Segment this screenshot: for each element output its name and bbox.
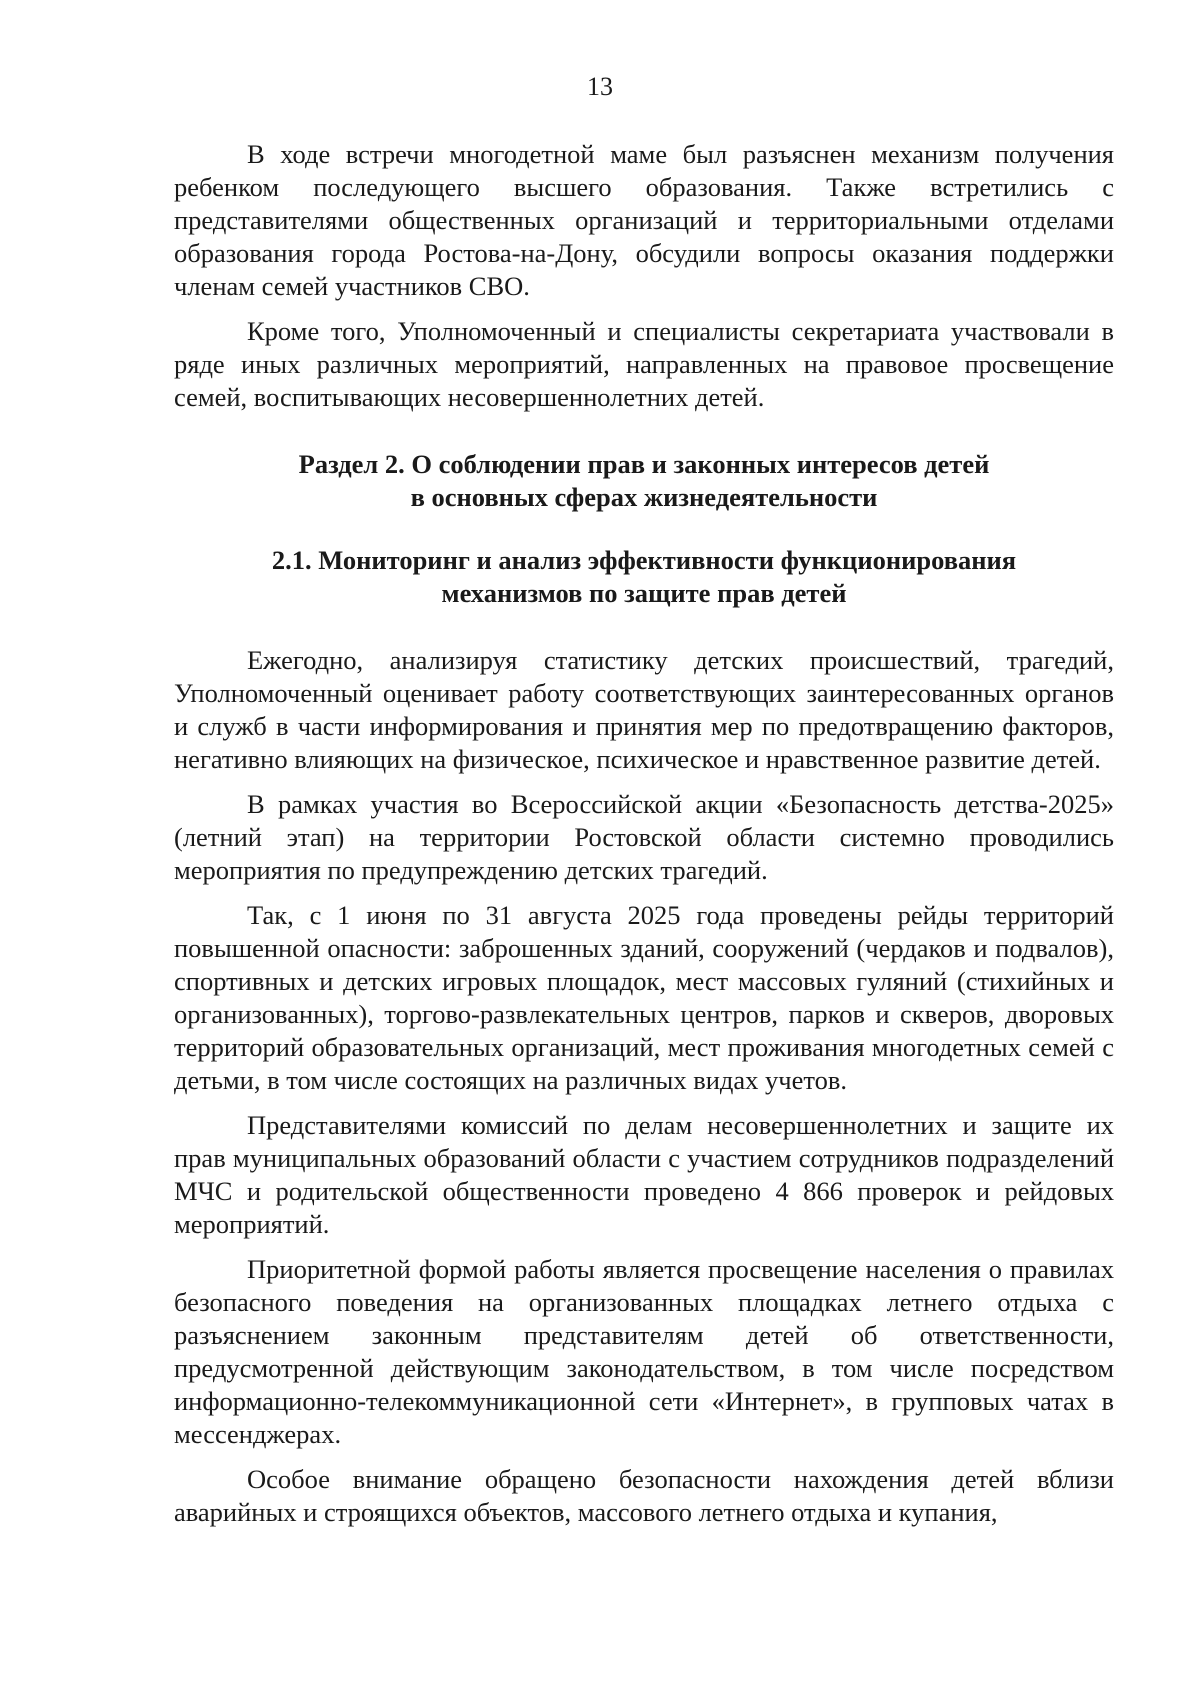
paragraph: Особое внимание обращено безопасности нахождения детей вблизи аварийных и строящихся объектов, массового летнего отдыха и купания, — [174, 1464, 1114, 1527]
page-number: 13 — [587, 72, 613, 101]
paragraph: Представителями комиссий по делам несовершеннолетних и защите их прав муниципальных образований области с участием сотрудников подразделений МЧС и родительской общественности проведено 4 866 проверок и рейдовых мероприятий. — [174, 1110, 1114, 1239]
subsection-heading — [174, 544, 1114, 610]
subsection-heading-line: 2.1. Мониторинг и анализ эффективности функционирования — [271, 545, 1017, 575]
subsection-heading-line: механизмов по защите прав детей — [441, 578, 847, 608]
section-heading-line: в основных сферах жизнедеятельности — [410, 482, 878, 512]
paragraph: Ежегодно, анализируя статистику детских происшествий, трагедий, Уполномоченный оценивает работу соответствующих заинтересованных органов и служб в части информирования и принятия мер по предотвращению факторов, негативно влияющих на физическое, психическое и нравственное развитие детей. — [174, 645, 1114, 774]
document-body — [174, 138, 1114, 1541]
paragraph: В рамках участия во Всероссийской акции «Безопасность детства-2025» (летний этап) на территории Ростовской области системно проводились мероприятия по предупреждению детских трагедий. — [174, 789, 1114, 885]
paragraph: Кроме того, Уполномоченный и специалисты секретариата участвовали в ряде иных различных мероприятий, направленных на правовое просвещение семей, воспитывающих несовершеннолетних детей. — [174, 316, 1114, 412]
section-heading — [174, 448, 1114, 514]
paragraph: Приоритетной формой работы является просвещение населения о правилах безопасного поведения на организованных площадках летнего отдыха с разъяснением законным представителям детей об ответственности, предусмотренной действующим законодательством, в том числе посредством информационно-телекоммуникационной сети «Интернет», в групповых чатах в мессенджерах. — [174, 1254, 1114, 1449]
paragraph: В ходе встречи многодетной маме был разъяснен механизм получения ребенком последующего высшего образования. Также встретились с представителями общественных организаций и территориальными отделами образования города Ростова-на-Дону, обсудили вопросы оказания поддержки членам семей участников СВО. — [174, 139, 1114, 301]
section-heading-line: Раздел 2. О соблюдении прав и законных интересов детей — [298, 449, 990, 479]
paragraph: Так, с 1 июня по 31 августа 2025 года проведены рейды территорий повышенной опасности: заброшенных зданий, сооружений (чердаков и подвалов), спортивных и детских игровых площадок, мест массовых гуляний (стихийных и организованных), торгово-развлекательных центров, парков и скверов, дворовых территорий образовательных организаций, мест проживания многодетных семей с детьми, в том числе состоящих на различных видах учетов. — [174, 900, 1114, 1095]
